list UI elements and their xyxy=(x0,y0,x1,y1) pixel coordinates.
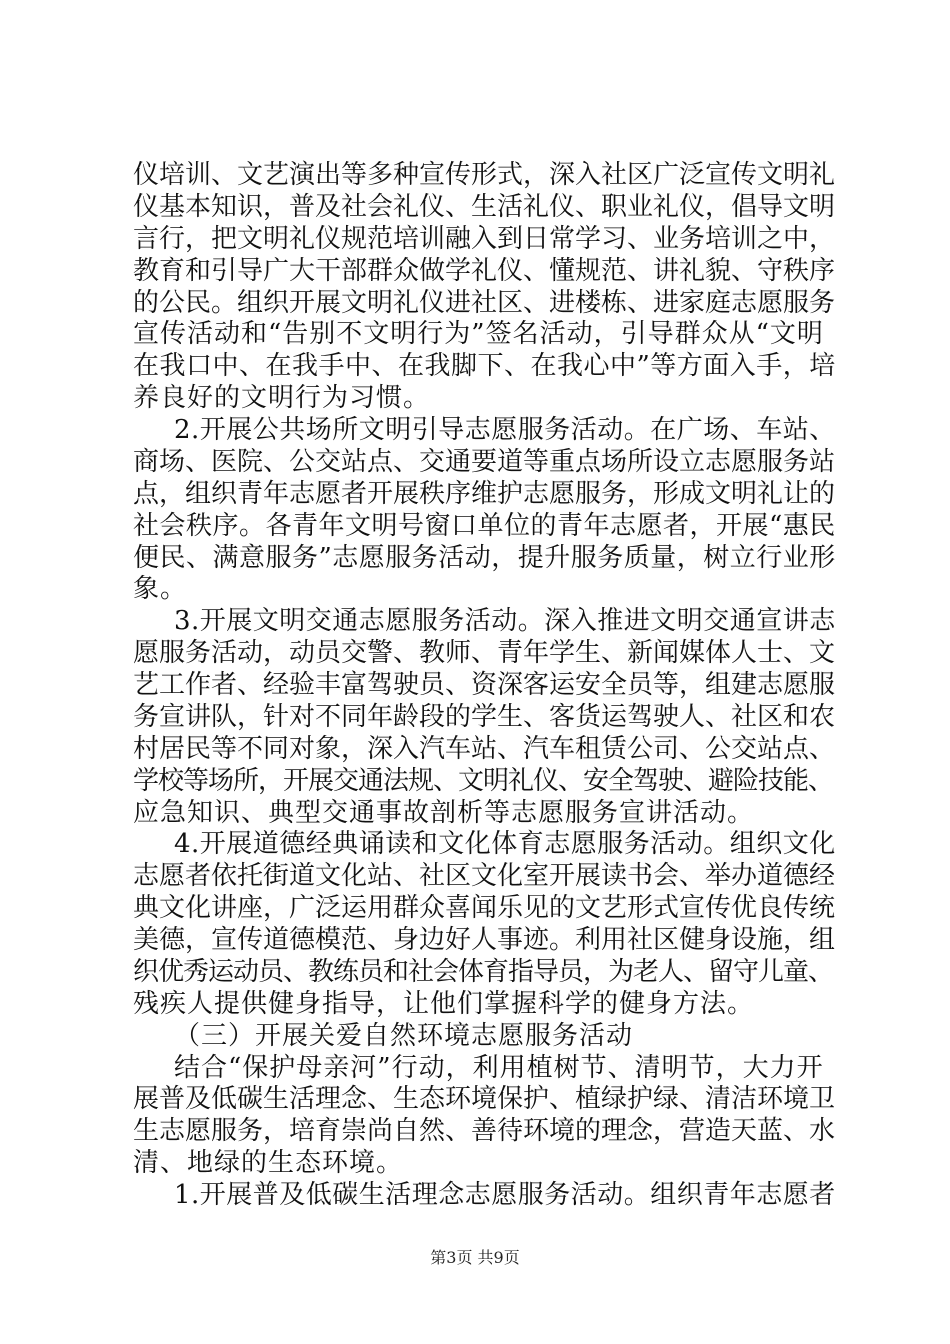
section-heading: （三）开展关爱自然环境志愿服务活动 xyxy=(174,1020,634,1051)
text-line: 仪基本知识，普及社会礼仪、生活礼仪、职业礼仪，倡导文明 xyxy=(133,191,836,222)
text-line: 清、地绿的生态环境。 xyxy=(133,1148,404,1179)
text-line: 生志愿服务，培育崇尚自然、善待环境的理念，营造天蓝、水 xyxy=(133,1116,836,1147)
text-line: 教育和引导广大干部群众做学礼仪、懂规范、讲礼貌、守秩序 xyxy=(133,255,836,286)
text-line: 结合“保护母亲河”行动，利用植树节、清明节，大力开 xyxy=(174,1052,824,1083)
text-line: 艺工作者、经验丰富驾驶员、资深客运安全员等，组建志愿服 xyxy=(133,670,836,700)
text-line: 宣传活动和“告别不文明行为”签名活动，引导群众从“文明 xyxy=(133,319,824,350)
text-line: 织优秀运动员、教练员和社会体育指导员，为老人、留守儿童、 xyxy=(133,956,834,987)
text-line: 展普及低碳生活理念、生态环境保护、植绿护绿、清洁环境卫 xyxy=(133,1084,836,1115)
text-line: 志愿者依托街道文化站、社区文化室开展读书会、举办道德经 xyxy=(133,861,836,892)
text-line: 点，组织青年志愿者开展秩序维护志愿服务，形成文明礼让的 xyxy=(133,478,836,509)
text-line: 务宣讲队，针对不同年龄段的学生、客货运驾驶人、社区和农 xyxy=(133,701,836,732)
text-line: 象。 xyxy=(133,574,188,605)
text-line: 应急知识、典型交通事故剖析等志愿服务宣讲活动。 xyxy=(133,797,755,828)
text-line: 便民、满意服务”志愿服务活动，提升服务质量，树立行业形 xyxy=(133,542,836,573)
page-footer: 第3页 共9页 xyxy=(430,1248,520,1267)
text-line: 养良好的文明行为习惯。 xyxy=(133,383,431,414)
text-line: 典文化讲座，广泛运用群众喜闻乐见的文艺形式宣传优良传统 xyxy=(133,893,836,924)
text-line: 商场、医院、公交站点、交通要道等重点场所设立志愿服务站 xyxy=(133,446,836,477)
text-line: 1.开展普及低碳生活理念志愿服务活动。组织青年志愿者 xyxy=(174,1180,836,1210)
text-line: 的公民。组织开展文明礼仪进社区、进楼栋、进家庭志愿服务 xyxy=(133,287,836,318)
text-line: 社会秩序。各青年文明号窗口单位的青年志愿者，开展“惠民 xyxy=(133,510,836,541)
text-line: 村居民等不同对象，深入汽车站、汽车租赁公司、公交站点、 xyxy=(133,733,836,764)
text-line: 美德，宣传道德模范、身边好人事迹。利用社区健身设施，组 xyxy=(133,925,836,955)
text-line: 2.开展公共场所文明引导志愿服务活动。在广场、车站、 xyxy=(174,415,836,445)
text-line: 愿服务活动，动员交警、教师、青年学生、新闻媒体人士、文 xyxy=(133,638,836,669)
text-line: 4.开展道德经典诵读和文化体育志愿服务活动。组织文化 xyxy=(174,829,836,860)
text-line: 言行，把文明礼仪规范培训融入到日常学习、业务培训之中， xyxy=(133,223,836,254)
text-line: 在我口中、在我手中、在我脚下、在我心中”等方面入手，培 xyxy=(133,351,836,382)
text-line: 仪培训、文艺演出等多种宣传形式，深入社区广泛宣传文明礼 xyxy=(133,160,836,190)
text-line: 残疾人提供健身指导，让他们掌握科学的健身方法。 xyxy=(133,988,755,1019)
text-line: 学校等场所，开展交通法规、文明礼仪、安全驾驶、避险技能、 xyxy=(133,765,834,796)
text-line: 3.开展文明交通志愿服务活动。深入推进文明交通宣讲志 xyxy=(174,606,836,637)
